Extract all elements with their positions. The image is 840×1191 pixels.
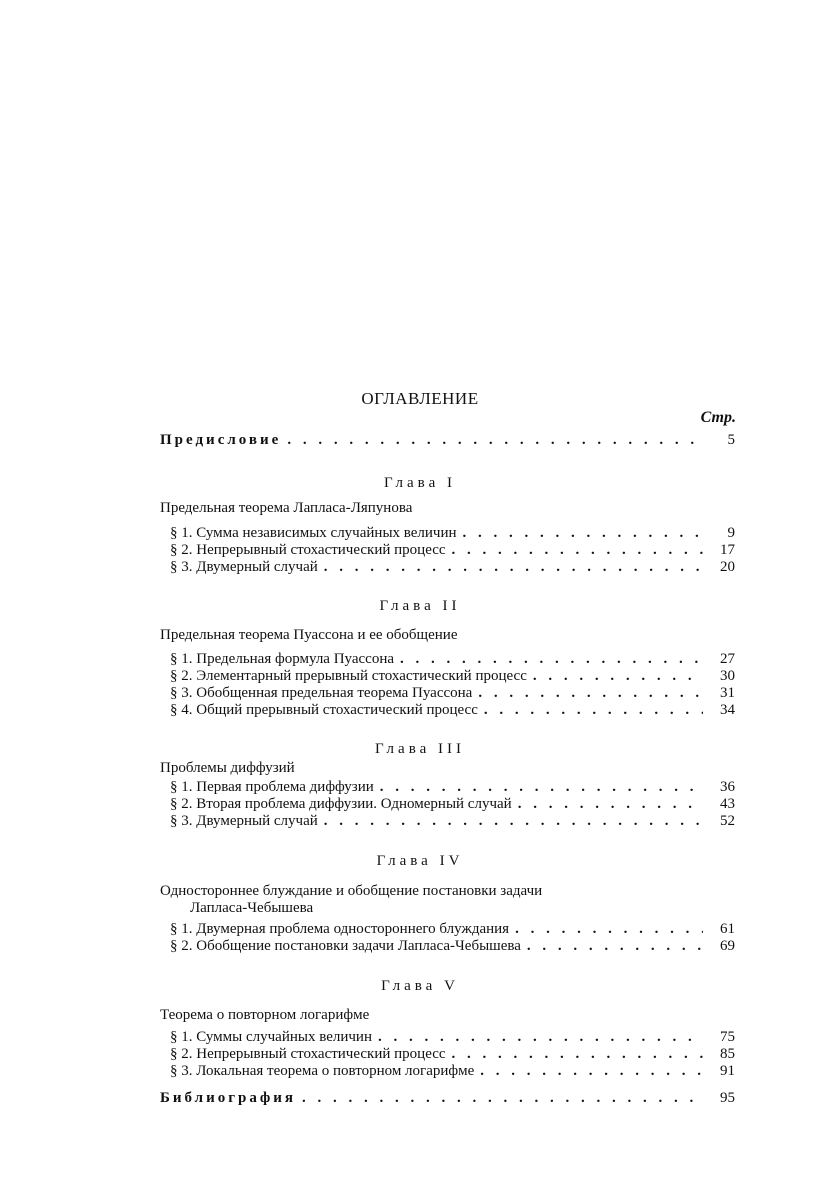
chapter-heading: Глава I — [384, 475, 456, 491]
toc-entry-label: § 3. Локальная теорема о повторном логарифме — [170, 1063, 475, 1079]
leader-dots — [478, 685, 703, 702]
chapter-heading: Глава IV — [376, 853, 464, 869]
part-title: Проблемы диффузий — [160, 760, 295, 776]
toc-entry[interactable] — [170, 921, 735, 938]
part-title — [160, 883, 690, 917]
toc-entry[interactable] — [170, 685, 735, 702]
toc-entry-label: § 2. Элементарный прерывный стохастический процесс — [170, 668, 527, 684]
toc-entry[interactable] — [170, 525, 735, 542]
toc-entry[interactable] — [170, 938, 735, 955]
leader-dots — [484, 702, 703, 719]
toc-entry-page: 30 — [720, 668, 735, 684]
toc-entry-label: § 2. Вторая проблема диффузии. Одномерный случай — [170, 796, 512, 812]
toc-entry-label: § 3. Обобщенная предельная теорема Пуассона — [170, 685, 473, 701]
part-title: Предельная теорема Лапласа-Ляпунова — [160, 500, 413, 516]
toc-entry-label: § 1. Сумма независимых случайных величин — [170, 525, 457, 541]
toc-entry[interactable] — [170, 1063, 735, 1080]
toc-entry-label: § 3. Двумерный случай — [170, 813, 318, 829]
toc-entry-preface[interactable] — [160, 432, 735, 449]
toc-entry-page: 52 — [720, 813, 735, 829]
toc-entry-page: 91 — [720, 1063, 735, 1079]
toc-entry[interactable] — [170, 542, 735, 559]
toc-entry-page: 9 — [727, 525, 735, 541]
toc-entry-label: § 2. Непрерывный стохастический процесс — [170, 542, 446, 558]
leader-dots — [324, 813, 703, 830]
chapter-heading: Глава III — [375, 741, 465, 757]
toc-entry[interactable] — [170, 668, 735, 685]
leader-dots — [452, 1046, 703, 1063]
leader-dots — [302, 1090, 703, 1107]
toc-entry[interactable] — [170, 779, 735, 796]
toc-entry-page: 36 — [720, 779, 735, 795]
page-column-label: Стр. — [700, 409, 736, 426]
part-title: Теорема о повторном логарифме — [160, 1007, 370, 1023]
leader-dots — [380, 779, 703, 796]
toc-entry[interactable] — [170, 651, 735, 668]
leader-dots — [480, 1063, 703, 1080]
toc-entry-label: § 1. Первая проблема диффузии — [170, 779, 374, 795]
toc-entry[interactable] — [170, 559, 735, 576]
part-title: Предельная теорема Пуассона и ее обобщение — [160, 627, 458, 643]
leader-dots — [527, 938, 703, 955]
toc-entry-label: § 2. Обобщение постановки задачи Лапласа-Чебышева — [170, 938, 521, 954]
leader-dots — [463, 525, 703, 542]
leader-dots — [287, 432, 703, 449]
leader-dots — [378, 1029, 703, 1046]
leader-dots — [533, 668, 703, 685]
leader-dots — [515, 921, 703, 938]
toc-entry[interactable] — [170, 702, 735, 719]
leader-dots — [518, 796, 703, 813]
toc-entry-page: 69 — [720, 938, 735, 954]
toc-entry-page: 27 — [720, 651, 735, 667]
toc-entry[interactable] — [170, 1046, 735, 1063]
part-title-line: Лапласа-Чебышева — [190, 900, 314, 916]
toc-entry-page: 5 — [727, 432, 735, 448]
toc-entry-page: 17 — [720, 542, 735, 558]
part-title-line: Одностороннее блуждание и обобщение постановки задачи — [160, 883, 543, 899]
toc-entry-label: § 4. Общий прерывный стохастический процесс — [170, 702, 478, 718]
toc-entry[interactable] — [170, 796, 735, 813]
toc-entry-label: § 1. Суммы случайных величин — [170, 1029, 372, 1045]
chapter-heading: Глава II — [379, 598, 461, 614]
leader-dots — [324, 559, 703, 576]
toc-entry-page: 31 — [720, 685, 735, 701]
toc-entry-bibliography[interactable] — [160, 1090, 735, 1107]
toc-entry-label: § 1. Предельная формула Пуассона — [170, 651, 395, 667]
toc-entry-page: 95 — [720, 1090, 735, 1106]
toc-entry-page: 85 — [720, 1046, 735, 1062]
toc-entry[interactable] — [170, 813, 735, 830]
toc-entry-page: 61 — [720, 921, 735, 937]
chapter-heading: Глава V — [381, 978, 459, 994]
toc-entry-label: § 1. Двумерная проблема одностороннего блуждания — [170, 921, 510, 937]
toc-entry-label: § 3. Двумерный случай — [170, 559, 318, 575]
toc-entry-page: 75 — [720, 1029, 735, 1045]
toc-entry-label: Библиография — [160, 1090, 297, 1106]
toc-entry-page: 43 — [720, 796, 735, 812]
leader-dots — [400, 651, 703, 668]
toc-entry-page: 34 — [720, 702, 735, 718]
toc-entry[interactable] — [170, 1029, 735, 1046]
leader-dots — [452, 542, 703, 559]
toc-entry-page: 20 — [720, 559, 735, 575]
toc-entry-label: § 2. Непрерывный стохастический процесс — [170, 1046, 446, 1062]
toc-title: ОГЛАВЛЕНИЕ — [361, 389, 479, 408]
toc-entry-label: Предисловие — [160, 432, 282, 448]
